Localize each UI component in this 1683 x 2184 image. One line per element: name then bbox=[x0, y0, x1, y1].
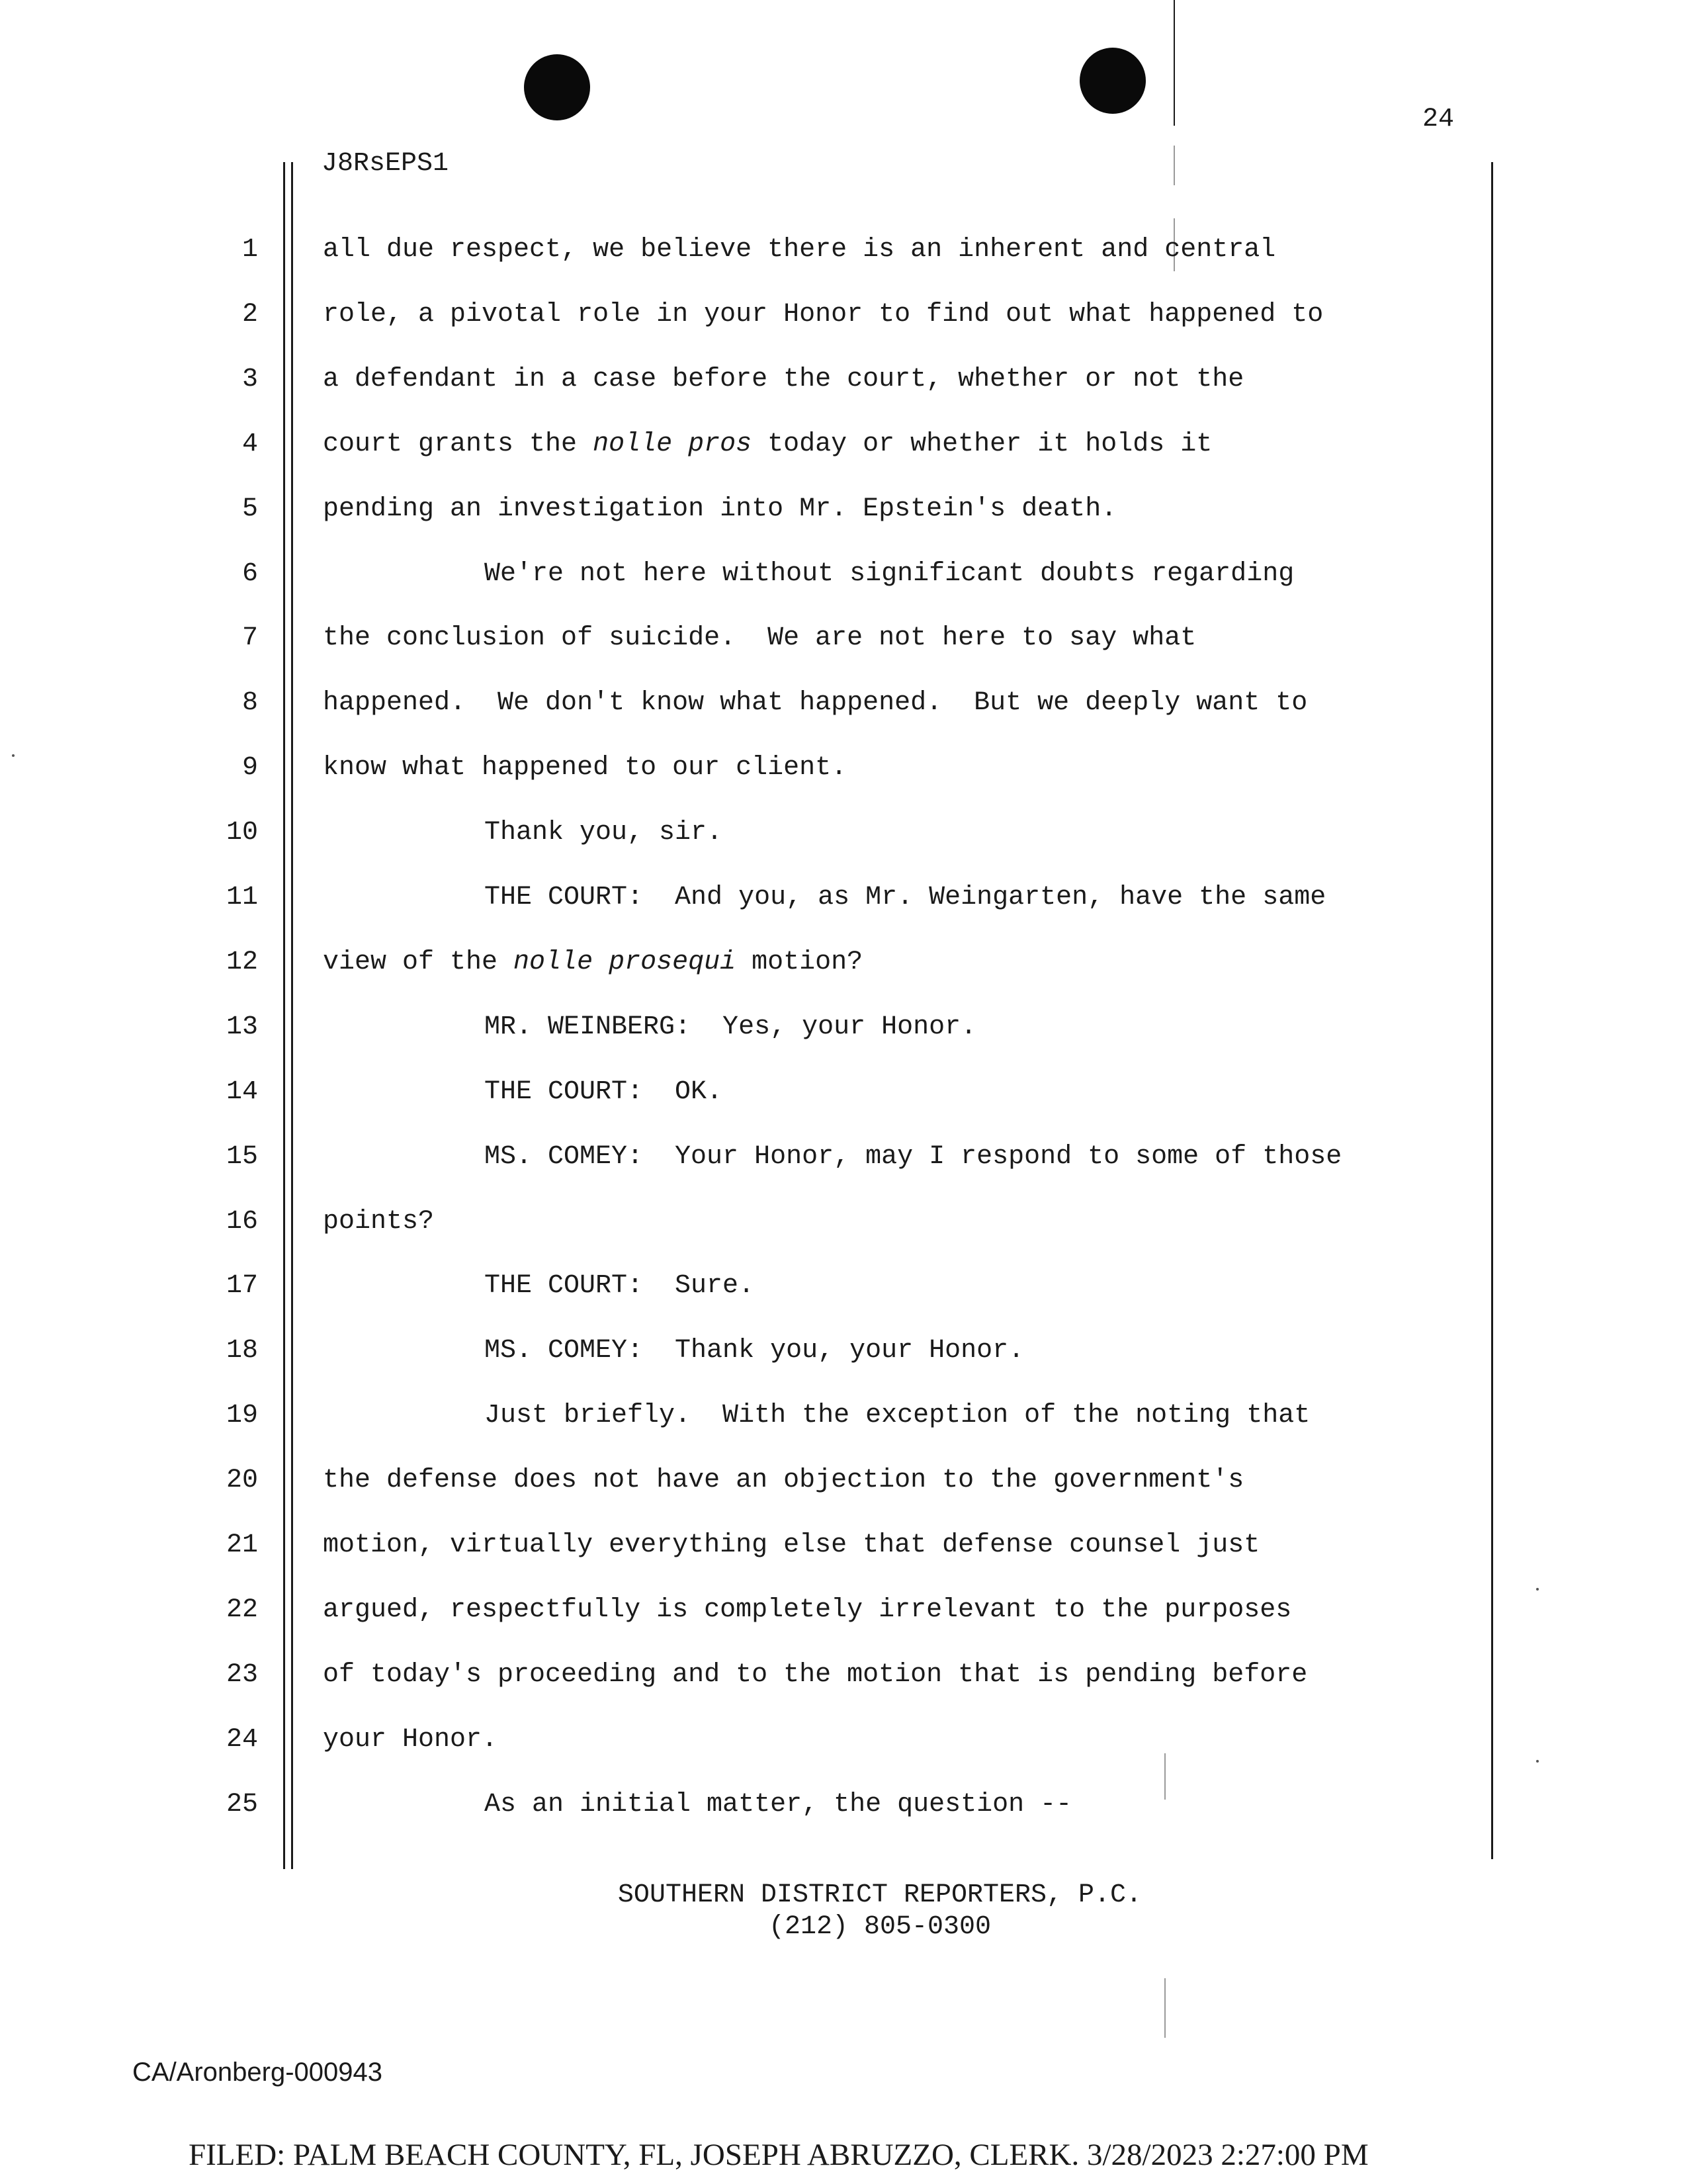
transcript-line bbox=[323, 1530, 1260, 1561]
scan-speck bbox=[12, 754, 15, 757]
line-text: THE COURT: And you, as Mr. Weingarten, have the same bbox=[484, 883, 1326, 912]
transcript-line bbox=[323, 623, 1196, 654]
line-number: 15 bbox=[226, 1142, 258, 1172]
line-number: 21 bbox=[226, 1530, 258, 1560]
scan-artifact-mark bbox=[1164, 1978, 1166, 2038]
line-number: 2 bbox=[241, 300, 258, 329]
line-number: 10 bbox=[226, 818, 258, 848]
line-text: As an initial matter, the question -- bbox=[484, 1790, 1072, 1819]
transcript-line bbox=[484, 1270, 754, 1302]
line-text: motion, virtually everything else that defense counsel just bbox=[323, 1530, 1260, 1560]
line-text: Just briefly. With the exception of the noting that bbox=[484, 1401, 1311, 1430]
line-text: happened. We don't know what happened. But we deeply want to bbox=[323, 688, 1308, 718]
transcript-line bbox=[484, 882, 1326, 914]
line-number: 14 bbox=[226, 1077, 258, 1107]
line-text: pending an investigation into Mr. Epstein's death. bbox=[323, 494, 1117, 524]
page-number: 24 bbox=[1422, 105, 1455, 134]
line-text: MS. COMEY: Your Honor, may I respond to some of those bbox=[484, 1142, 1342, 1172]
line-number: 23 bbox=[226, 1660, 258, 1690]
line-number: 18 bbox=[226, 1336, 258, 1366]
transcript-line bbox=[323, 429, 1212, 460]
line-number: 22 bbox=[226, 1595, 258, 1625]
line-number: 1 bbox=[241, 235, 258, 265]
line-text: all due respect, we believe there is an inherent and central bbox=[323, 235, 1276, 265]
line-number: 25 bbox=[226, 1790, 258, 1819]
transcript-line bbox=[323, 1724, 497, 1756]
transcript-line bbox=[484, 1335, 1024, 1367]
line-number: 3 bbox=[241, 365, 258, 394]
transcript-line bbox=[323, 947, 863, 979]
transcript-line bbox=[484, 1789, 1072, 1821]
line-text: MR. WEINBERG: Yes, your Honor. bbox=[484, 1012, 977, 1042]
line-text: role, a pivotal role in your Honor to find out what happened to bbox=[323, 300, 1324, 329]
transcript-line bbox=[484, 817, 722, 849]
line-number: 6 bbox=[241, 559, 258, 589]
line-text: argued, respectfully is completely irrelevant to the purposes bbox=[323, 1595, 1292, 1625]
transcript-line bbox=[323, 752, 847, 784]
transcript-line bbox=[484, 1076, 722, 1108]
transcript-line bbox=[484, 1012, 976, 1043]
line-number: 7 bbox=[241, 623, 258, 653]
scan-speck bbox=[1536, 1588, 1539, 1591]
line-text: Thank you, sir. bbox=[484, 818, 723, 848]
reporter-phone: (212) 805-0300 bbox=[768, 1912, 992, 1942]
line-number: 24 bbox=[226, 1725, 258, 1755]
transcript-line bbox=[323, 494, 1117, 525]
case-identifier: J8RsEPS1 bbox=[322, 149, 449, 179]
line-number: 9 bbox=[241, 753, 258, 783]
transcript-line bbox=[323, 299, 1323, 331]
line-text: THE COURT: OK. bbox=[484, 1077, 723, 1107]
bates-number: CA/Aronberg-000943 bbox=[132, 2058, 383, 2087]
transcript-line bbox=[323, 1594, 1291, 1626]
line-text: view of the bbox=[323, 947, 514, 977]
transcript-line bbox=[484, 1400, 1310, 1432]
line-text: of today's proceeding and to the motion that is pending before bbox=[323, 1660, 1308, 1690]
transcript-line bbox=[323, 234, 1275, 266]
left-margin-rule-inner bbox=[291, 162, 293, 1869]
transcript-line bbox=[323, 1465, 1244, 1497]
scan-artifact-mark bbox=[1164, 1753, 1166, 1800]
line-number: 20 bbox=[226, 1465, 258, 1495]
line-text: today or whether it holds it bbox=[752, 429, 1213, 459]
line-text: know what happened to our client. bbox=[323, 753, 847, 783]
line-number: 13 bbox=[226, 1012, 258, 1042]
punch-hole-left bbox=[524, 54, 590, 120]
transcript-line bbox=[484, 558, 1294, 590]
line-number: 19 bbox=[226, 1401, 258, 1430]
punch-hole-right bbox=[1080, 48, 1146, 114]
scan-speck bbox=[1536, 1760, 1539, 1763]
left-margin-rule-outer bbox=[283, 162, 285, 1869]
line-text: the defense does not have an objection to the government's bbox=[323, 1465, 1244, 1495]
transcript-line bbox=[484, 1141, 1342, 1173]
line-text: your Honor. bbox=[323, 1725, 498, 1755]
line-number: 8 bbox=[241, 688, 258, 718]
right-margin-rule bbox=[1491, 162, 1493, 1859]
transcript-line bbox=[323, 364, 1244, 396]
italic-term: nolle prosequi bbox=[513, 947, 736, 977]
line-text: motion? bbox=[736, 947, 863, 977]
scan-edge-line bbox=[1174, 0, 1175, 126]
line-number: 5 bbox=[241, 494, 258, 524]
transcript-line bbox=[323, 1206, 434, 1238]
line-text: a defendant in a case before the court, whether or not the bbox=[323, 365, 1244, 394]
line-number: 11 bbox=[226, 883, 258, 912]
transcript-line bbox=[323, 1659, 1307, 1691]
line-text: court grants the bbox=[323, 429, 593, 459]
scan-artifact-mark bbox=[1174, 146, 1175, 185]
line-text: We're not here without significant doubts regarding bbox=[484, 559, 1295, 589]
line-number: 17 bbox=[226, 1271, 258, 1301]
line-number: 12 bbox=[226, 947, 258, 977]
line-text: THE COURT: Sure. bbox=[484, 1271, 755, 1301]
line-text: MS. COMEY: Thank you, your Honor. bbox=[484, 1336, 1025, 1366]
line-number: 16 bbox=[226, 1207, 258, 1237]
line-text: the conclusion of suicide. We are not here to say what bbox=[323, 623, 1197, 653]
transcript-line bbox=[323, 687, 1307, 719]
line-text: points? bbox=[323, 1207, 435, 1237]
italic-term: nolle pros bbox=[593, 429, 752, 459]
filed-stamp: FILED: PALM BEACH COUNTY, FL, JOSEPH ABRUZZO, CLERK. 3/28/2023 2:27:00 PM bbox=[189, 2138, 1369, 2172]
reporter-name: SOUTHERN DISTRICT REPORTERS, P.C. bbox=[617, 1880, 1143, 1910]
line-number: 4 bbox=[241, 429, 258, 459]
